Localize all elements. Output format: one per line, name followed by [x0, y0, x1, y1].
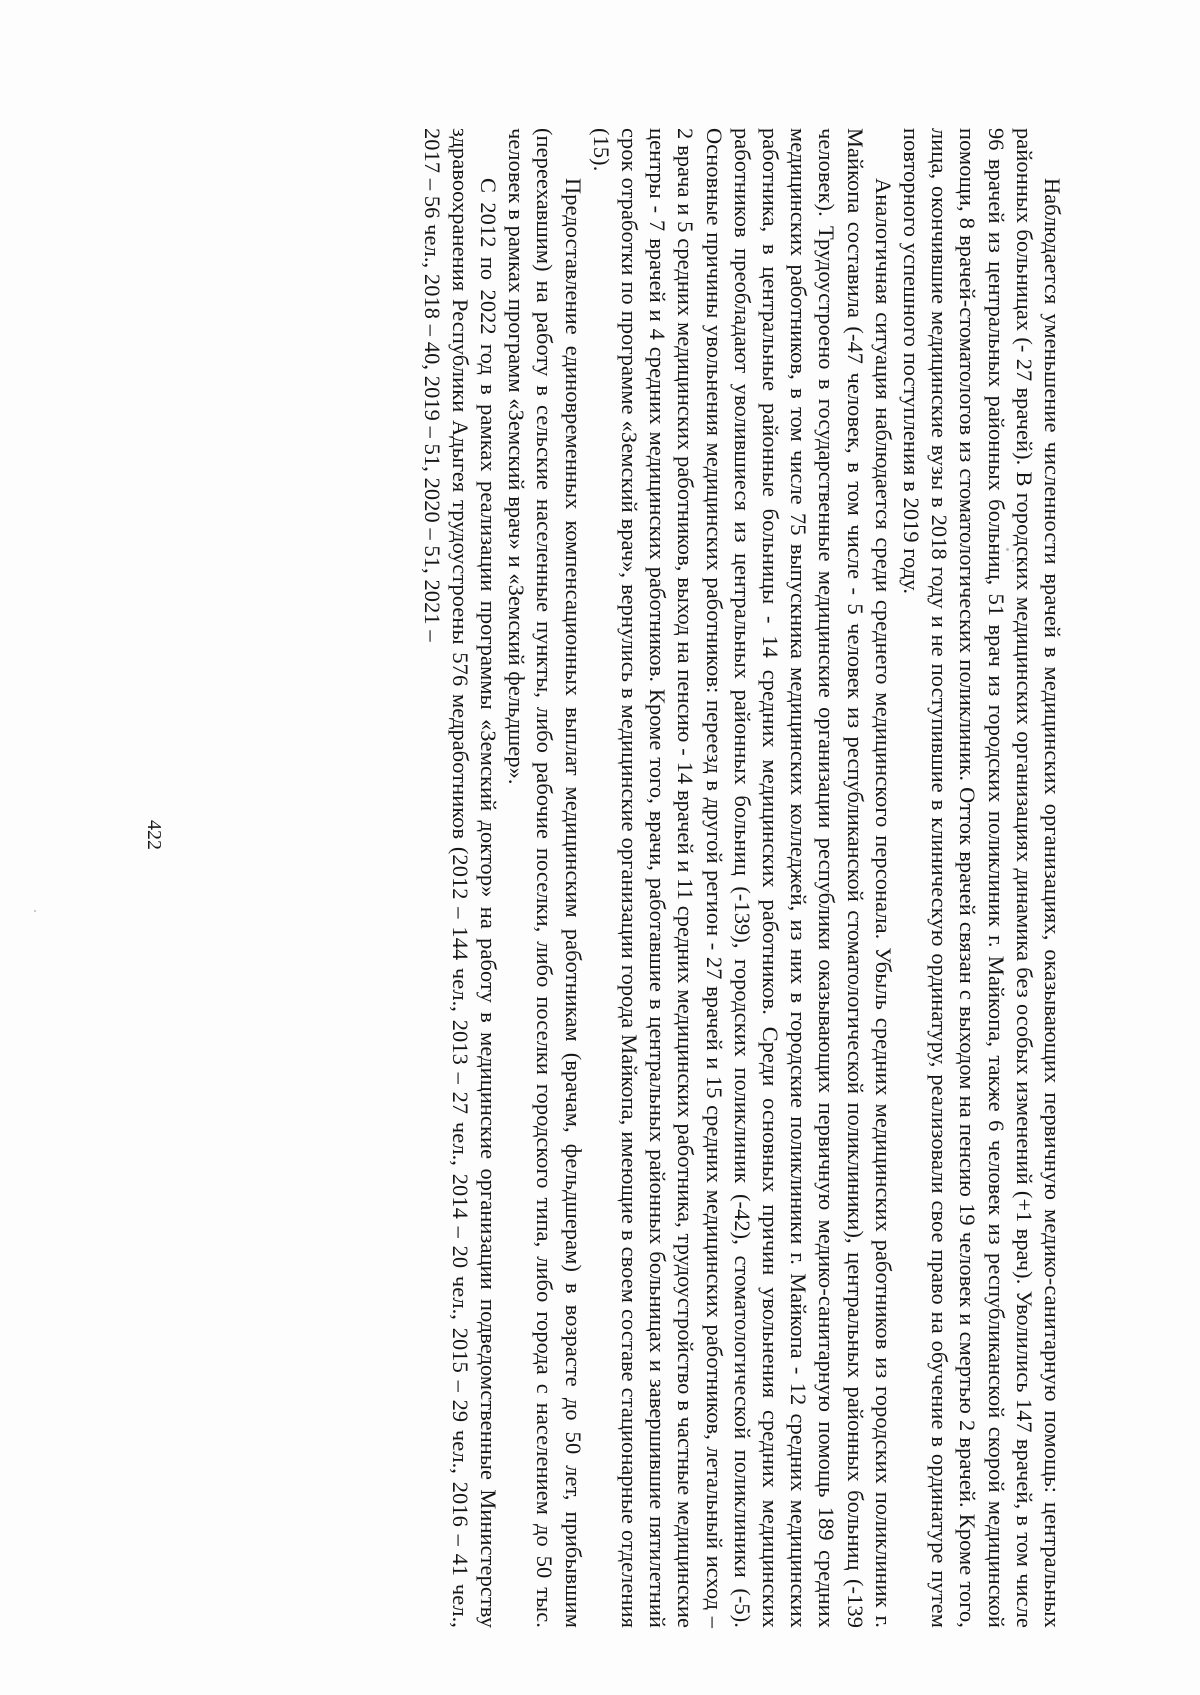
- page-number: 422: [143, 820, 165, 850]
- paragraph-zemsky-doctor-program: С 2012 по 2022 год в рамках реализации программы «Земский доктор» на работу в медицинские организации подведомственные Министерству здравоохранения Республики Адыгея трудоустроены 576 медработников (2012 – 144 чел., 2013 – 27 чел., 2014 – 20 чел., 2015 – 29 чел., 2016 – 41 чел., 2017 – 56 чел., 2018 – 40, 2019 – 51, 2020 – 51, 2021 –: [419, 128, 501, 1628]
- scan-speck: [34, 910, 36, 912]
- paragraph-doctors-decline: Наблюдается уменьшение численности врачей в медицинских организациях, оказывающих первичную медико-санитарную помощь: центральных районных больницах (- 27 врачей). В городских медицинских организациях динамика без особых изменений (+1 врач). Уволились 147 врачей, в том числе 96 врачей из центральных районных больниц, 51 врач из городских поликлиник г. Майкопа, также 6 человек из республиканской скорой медицинской помощи, 8 врачей-стоматологов из стоматологических поликлиник. Отток врачей связан с выходом на пенсию 19 человек и смертью 2 врачей. Кроме того, лица, окончившие медицинские вузы в 2018 году и не поступившие в клиническую ординатуру, реализовали свое право на обучение в ординатуре путем повторного успешного поступления в 2019 году.: [898, 128, 1065, 1628]
- rotated-body-text: [236, 128, 1066, 1628]
- paragraph-compensation-payments: Предоставление единовременных компенсационных выплат медицинским работникам (врачам, фельдшерам) в возрасте до 50 лет, прибывшим (переехавшим) на работу в сельские населенные пункты, либо рабочие поселки, либо поселки городского типа, либо города с населением до 50 тыс. человек в рамках программ «Земский врач» и «Земский фельдшер».: [504, 128, 586, 1628]
- paragraph-nursing-staff: Аналогичная ситуация наблюдается среди среднего медицинского персонала. Убыль средних медицинских работников из городских поликлиник г. Майкопа составила (-47 человек, в том числе - 5 человек из республиканской стоматологической поликлиники), центральных районных больниц (-139 человек). Трудоустроено в государственные медицинские организации республики оказывающих первичную медико-санитарную помощь 189 средних медицинских работников, в том числе 75 выпускника медицинских колледжей, из них в городские поликлиники г. Майкопа - 12 средних медицинских работника, в центральные районные больницы - 14 средних медицинских работников. Среди основных причин увольнения средних медицинских работников преобладают уволившиеся из центральных районных больниц (-139), городских поликлиник (-42), стоматологической поликлиники (-5). Основные причины увольнения медицинских работников: переезд в другой регион - 27 врачей и 15 средних медицинских работников, летальный исход – 2 врача и 5 средних медицинских работников, выход на пенсию - 14 врачей и 11 средних медицинских работника, трудоустройство в частные медицинские центры - 7 врачей и 4 средних медицинских работников. Кроме того, врачи, работавшие в центральных районных больницах и завершившие пятилетний срок отработки по программе «Земский врач», вернулись в медицинские организации города Майкопа, имеющие в своем составе стационарные отделения (15).: [588, 128, 896, 1628]
